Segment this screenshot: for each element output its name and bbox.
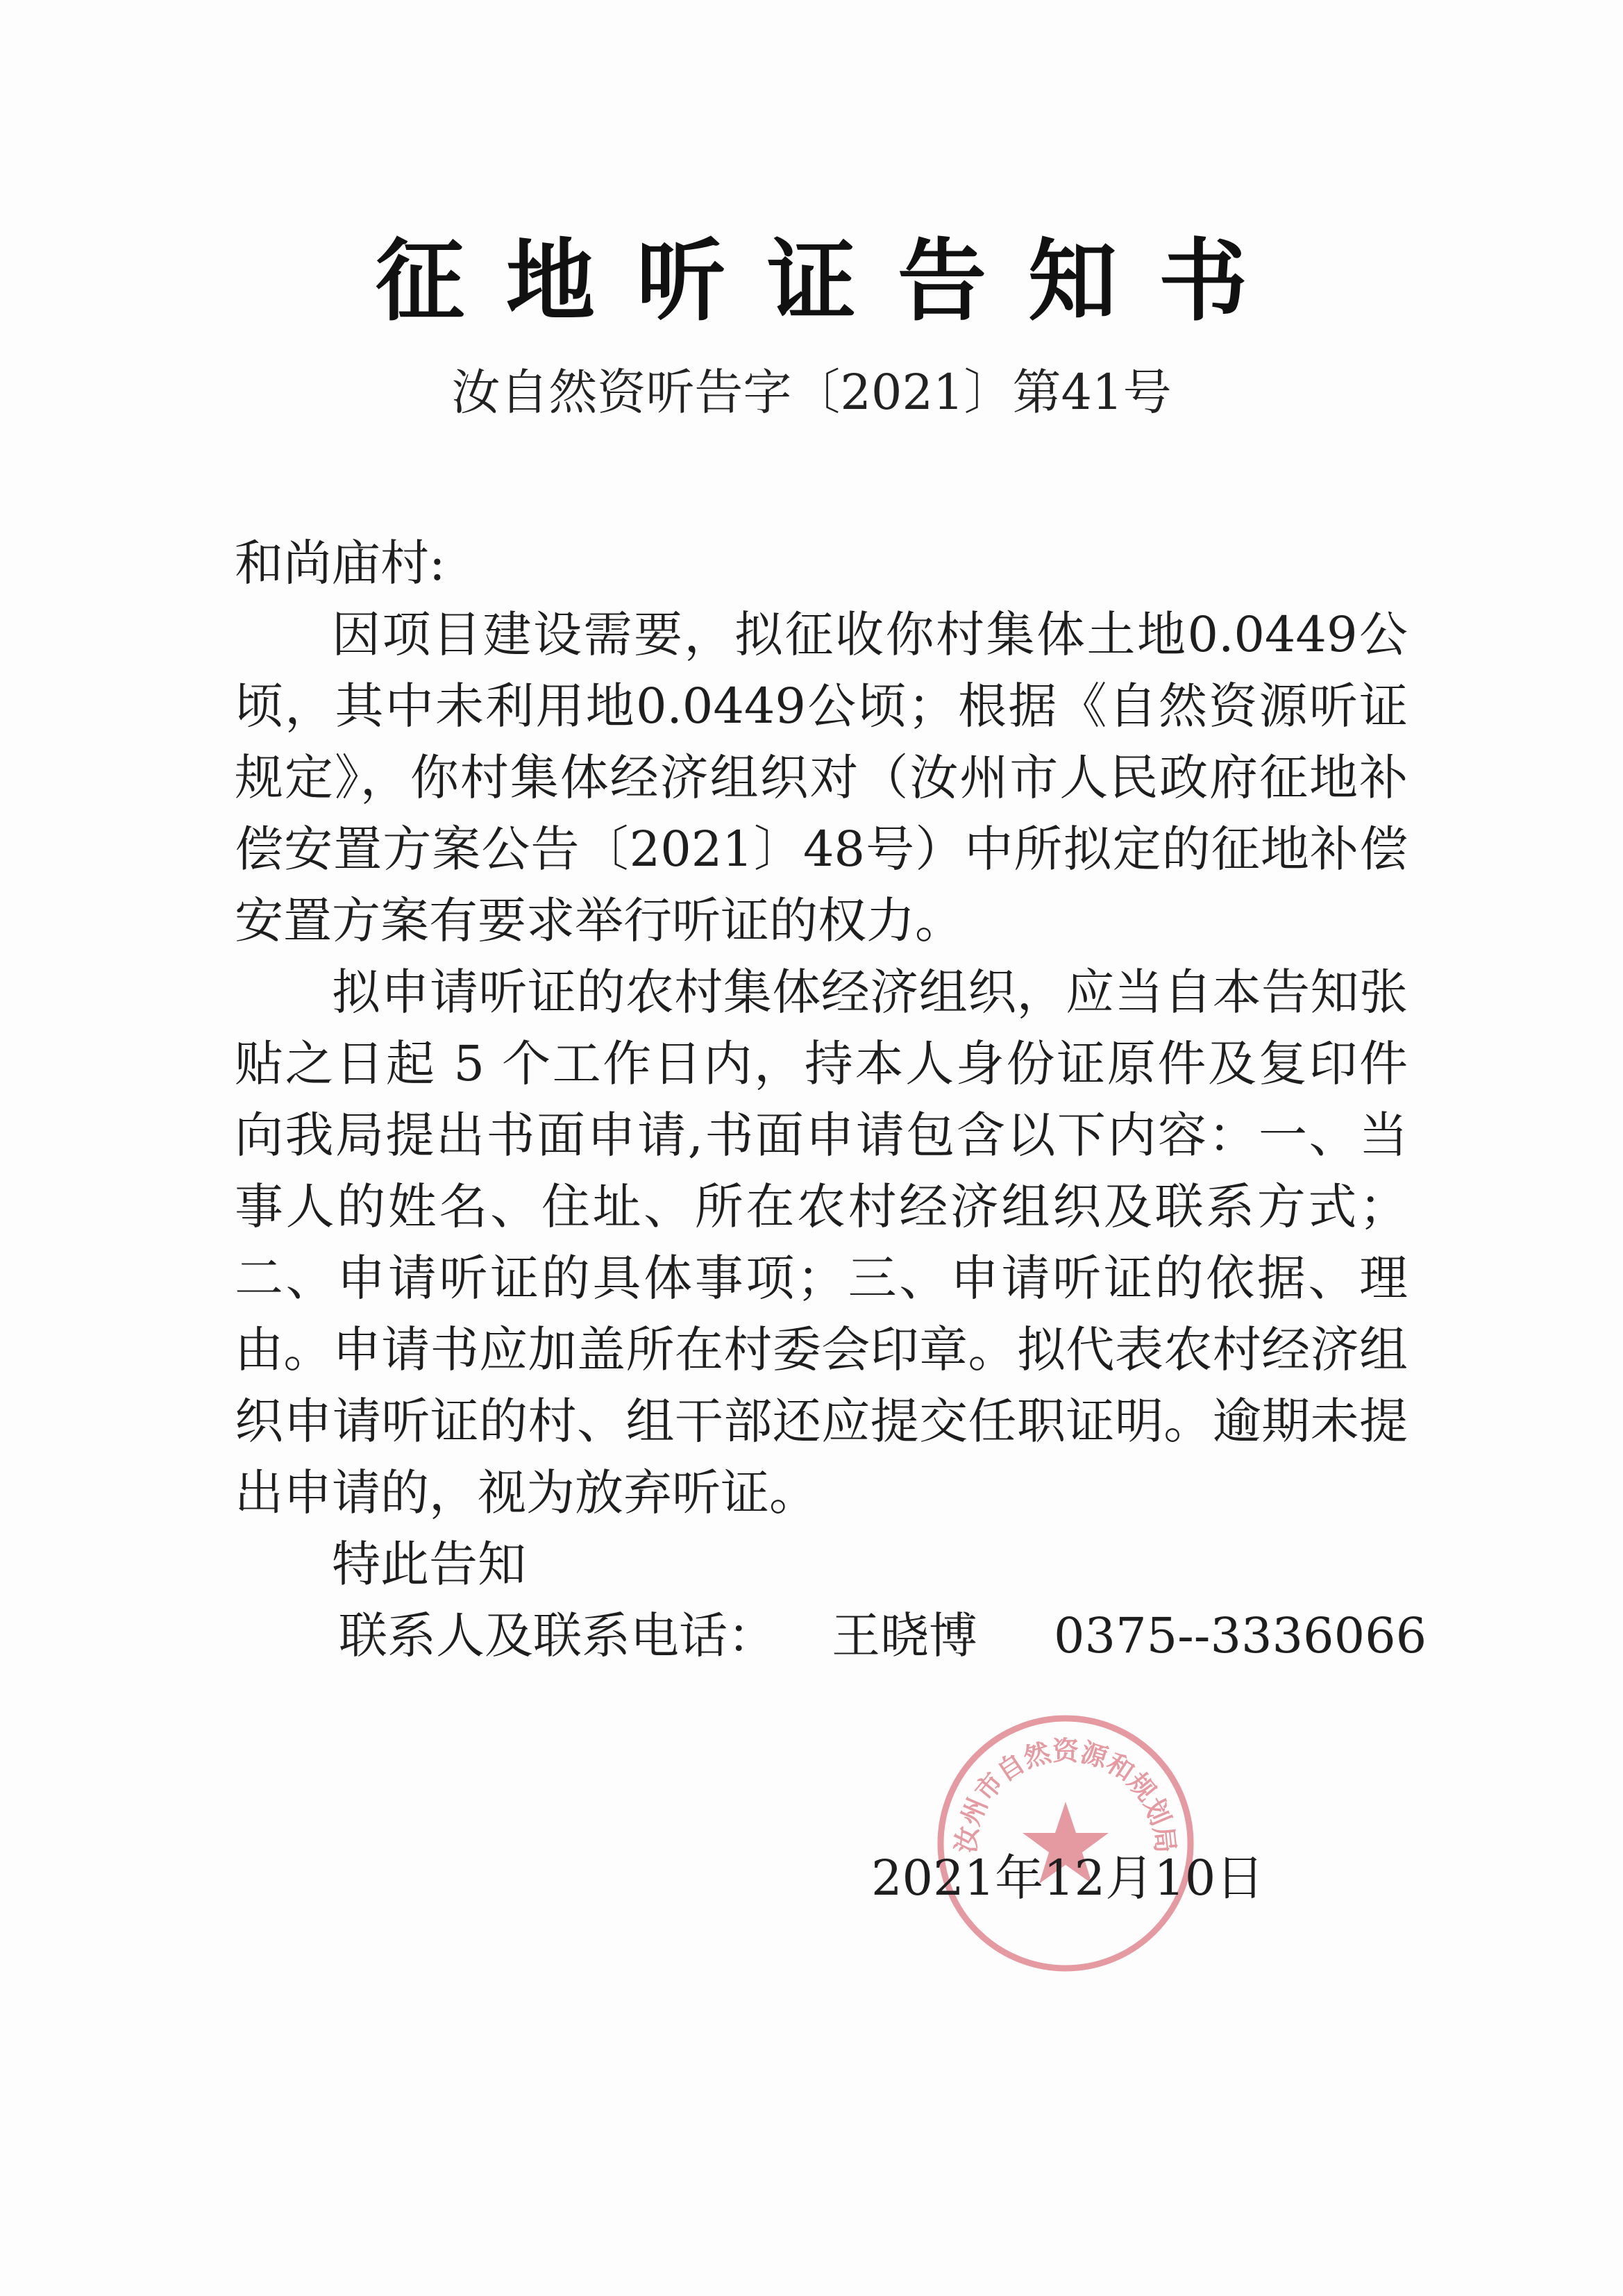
paragraph-1: 因项目建设需要，拟征收你村集体土地0.0449公顷，其中未利用地0.0449公顷；根据《自然资源听证规定》，你村集体经济组织对（汝州市人民政府征地补偿安置方案公告〔2021〕48号）中所拟定的征地补偿安置方案有要求举行听证的权力。 xyxy=(235,606,1408,949)
document-body xyxy=(235,528,1427,1672)
contact-line xyxy=(235,1600,1427,1672)
document-number: 汝自然资听告字〔2021〕第41号 xyxy=(451,364,1172,421)
contact-phone: 0375--3336066 xyxy=(1054,1607,1427,1664)
document-date: 2021年12月10日 xyxy=(871,1850,1265,1907)
contact-label: 联系人及联系电话： xyxy=(339,1607,776,1664)
closing-text: 特此告知 xyxy=(332,1536,526,1593)
document-title: 征地听证告知书 xyxy=(375,229,1289,333)
seal-text: 汝州市自然资源和规划局 xyxy=(949,1735,1182,1854)
contact-person: 王晓博 xyxy=(832,1607,977,1664)
salutation: 和尚庙村: xyxy=(235,535,446,592)
official-seal-icon xyxy=(934,1711,1197,1975)
paragraph-2: 拟申请听证的农村集体经济组织，应当自本告知张贴之日起 5 个工作日内，持本人身份证原件及复印件向我局提出书面申请,书面申请包含以下内容：一、当事人的姓名、住址、所在农村经济组织及联系方式；二、申请听证的具体事项；三、申请听证的依据、理由。申请书应加盖所在村委会印章。拟代表农村经济组织申请听证的村、组干部还应提交任职证明。逾期未提出申请的，视为放弃听证。 xyxy=(235,964,1408,1521)
